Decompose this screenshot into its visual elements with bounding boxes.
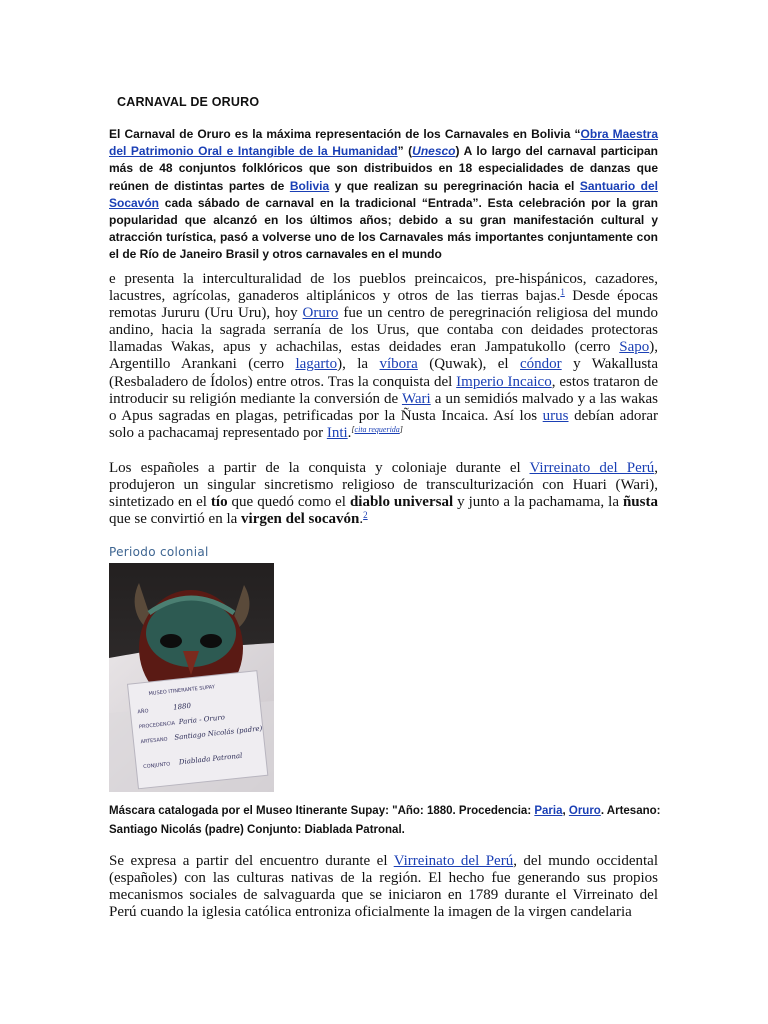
intro-text-2: ” (	[397, 144, 413, 159]
link-inti[interactable]: Inti	[326, 424, 348, 441]
card-procedencia: Paria - Oruro	[178, 713, 226, 727]
link-virreinato-peru-2[interactable]: Virreinato del Perú	[393, 853, 514, 869]
link-imperio-incaico[interactable]: Imperio Incaico	[456, 373, 552, 390]
bold-nusta: ñusta	[622, 494, 658, 511]
p1-text-6: (Quwak), el	[417, 356, 520, 373]
card-artesano: Santiago Nicolás (padre)	[173, 724, 263, 742]
link-sapo[interactable]: Sapo	[619, 339, 650, 356]
intro-text-3: ) A lo largo del carnaval participan más de 48 conjuntos folklóricos que son distribuidos en 18 especialidades de danzas que reúnen de distintas partes de	[109, 144, 658, 193]
link-wari[interactable]: Wari	[401, 390, 431, 407]
page-title: CARNAVAL DE ORURO	[117, 95, 260, 109]
card-conjunto-label: CONJUNTO	[142, 761, 171, 771]
caption-text-1: Máscara catalogada por el Museo Itinerante Supay: "Año: 1880. Procedencia:	[109, 805, 535, 817]
link-santuario-socavon[interactable]: Santuario del Socavón	[109, 178, 659, 210]
footnote-2-link[interactable]: 2	[363, 510, 368, 521]
card-header: MUSEO ITINERANTE SUPAY	[148, 684, 216, 698]
p2-text-4: y junto a la pachamama, la	[453, 494, 623, 511]
intro-text-1: El Carnaval de Oruro es la máxima representación de los Carnavales en Bolivia “	[109, 127, 581, 141]
cite-bracket-open: [	[351, 424, 355, 434]
bold-diablo-universal: diablo universal	[349, 494, 454, 511]
paragraph-interculturalidad	[109, 271, 658, 442]
card-anio: 1880	[172, 701, 192, 712]
card-conjunto: Diablada Patronal	[178, 751, 243, 767]
p1-text-5: ), la	[337, 356, 380, 373]
section-heading-periodo-colonial: Periodo colonial	[109, 545, 209, 559]
paragraph-espanoles	[109, 460, 658, 528]
link-unesco[interactable]: Unesco	[412, 144, 456, 159]
link-oruro-caption[interactable]: Oruro	[568, 805, 601, 817]
p1-text-9: a un semidiós malvado y a las wakas o Apus sagradas en plagas, petrificadas por la Ñusta Incaica. Así los	[109, 390, 658, 424]
p3-text-2: , del mundo occidental (españoles) con las culturas nativas de la región. El hecho fue generando sus propios mecanismos sociales de salvaguarda que se iniciaron en 1789 durante el Virreinato del Perú cuando la iglesia católica entroniza oficialmente la imagen de la virgen candelaria	[109, 853, 658, 921]
link-urus[interactable]: urus	[542, 407, 569, 424]
photo-caption	[109, 802, 669, 840]
p1-text-10: debían adorar solo a pachacamaj representado por	[109, 407, 658, 441]
p1-text-7: y Wakallusta (Resbaladero de Ídolos) entre otros. Tras la conquista del	[109, 356, 658, 390]
intro-text-4: y que realizan su peregrinación hacia el	[329, 178, 580, 193]
p2-text-3: que quedó como el	[227, 494, 350, 511]
paragraph-virreinato	[109, 853, 658, 921]
link-oruro[interactable]: Oruro	[302, 305, 339, 322]
link-virreinato-peru[interactable]: Virreinato del Perú	[529, 460, 655, 476]
link-lagarto[interactable]: lagarto	[295, 356, 338, 373]
caption-text-3: . Artesano: Santiago Nicolás (padre) Conjunto: Diablada Patronal.	[109, 805, 661, 836]
intro-paragraph	[109, 126, 658, 264]
p1-text-8: , estos trataron de introducir su religión mediante la conversión de	[109, 373, 658, 407]
link-condor[interactable]: cóndor	[520, 356, 562, 373]
caption-text-2: ,	[562, 805, 569, 817]
p2-text-6: .	[359, 511, 364, 528]
bold-virgen-socavon: virgen del socavón	[241, 511, 360, 528]
link-bolivia[interactable]: Bolivia	[289, 178, 330, 193]
footnote-1-link[interactable]: 1	[560, 287, 565, 298]
link-paria[interactable]: Paria	[534, 805, 563, 817]
card-procedencia-label: PROCEDENCIA	[138, 720, 176, 731]
bold-tio: tío	[210, 494, 228, 511]
cite-bracket-close: ]	[399, 424, 403, 434]
card-anio-label: AÑO	[137, 708, 149, 716]
mask-photo	[109, 563, 274, 792]
p1-text-1: e presenta la interculturalidad de los pueblos preincaicos, pre-hispánicos, cazadores, lacustres, agrícolas, ganaderos altiplánicos y otros de las tierras bajas.	[109, 271, 658, 305]
card-artesano-label: ARTESANO	[140, 736, 168, 746]
link-obra-maestra[interactable]: Obra Maestra del Patrimonio Oral e Intangible de la Humanidad	[109, 127, 658, 159]
p2-text-1: Los españoles a partir de la conquista y coloniaje durante el	[109, 460, 530, 476]
p2-text-5: que se convirtió en la	[109, 511, 242, 528]
link-vibora[interactable]: víbora	[379, 356, 418, 373]
cita-requerida-link[interactable]: cita requerida	[354, 424, 400, 434]
p2-text-2: , produjeron un singular sincretismo religioso de transculturización con Huari (Wari), sintetizado en el	[109, 460, 659, 511]
p1-text-3: fue un centro de peregrinación religiosa del mundo andino, hacia la sagrada serranía de los Urus, que contaba con deidades protectoras llamadas Wakas, apus y achachilas, estas deidades eran Jampatukollo (cerro	[109, 305, 658, 356]
p1-text-2: Desde épocas remotas Jururu (Uru Uru), hoy	[109, 288, 658, 322]
p3-text-1: Se expresa a partir del encuentro durante el	[109, 853, 394, 869]
p1-text-4: ), Argentillo Arankani (cerro	[109, 339, 658, 373]
intro-text-5: cada sábado de carnaval en la tradicional “Entrada”. Esta celebración por la gran popularidad que alcanzó en los últimos años; debido a su gran manifestación cultural y atracción turística, pasó a volverse uno de los Carnavales más importantes conjuntamente con el de Río de Janeiro Brasil y otros carnavales en el mundo	[109, 195, 658, 262]
p1-text-11: .	[347, 424, 352, 441]
catalog-card	[128, 671, 268, 789]
